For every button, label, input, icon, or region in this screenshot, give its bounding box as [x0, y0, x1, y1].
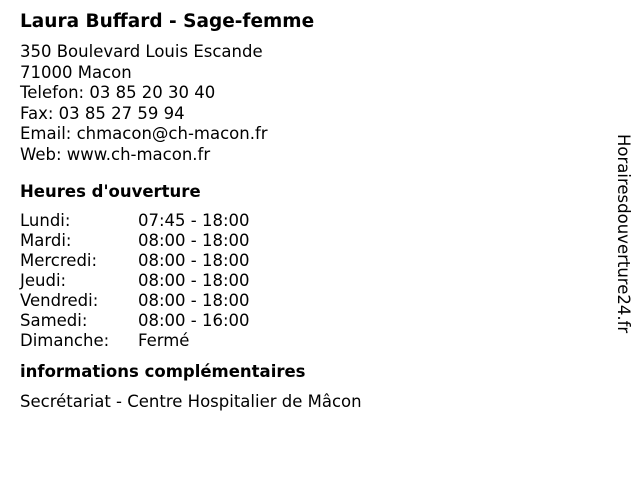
- hours-row-friday: [20, 291, 590, 311]
- email-text: Email: chmacon@ch-macon.fr: [20, 124, 268, 143]
- contact-block: [20, 42, 590, 165]
- hours-day: Samedi:: [20, 311, 88, 330]
- hours-list: [20, 211, 590, 351]
- hours-time: 08:00 - 18:00: [138, 271, 250, 290]
- fax-text: Fax: 03 85 27 59 94: [20, 103, 185, 123]
- hours-time: 08:00 - 16:00: [138, 311, 250, 330]
- business-card: [20, 10, 590, 413]
- hours-row-thursday: [20, 271, 590, 291]
- side-brand-text: Horairesdouverture24.fr: [614, 134, 633, 334]
- info-heading: informations complémentaires: [20, 362, 306, 381]
- web-text: Web: www.ch-macon.fr: [20, 144, 211, 164]
- hours-day: Dimanche:: [20, 331, 110, 350]
- phone-text: Telefon: 03 85 20 30 40: [20, 83, 216, 102]
- hours-row-saturday: [20, 311, 590, 331]
- business-title: Laura Buffard - Sage-femme: [20, 11, 315, 32]
- hours-day: Mardi:: [20, 231, 72, 250]
- hours-row-tuesday: [20, 231, 590, 251]
- hours-row-wednesday: [20, 251, 590, 271]
- hours-day: Jeudi:: [20, 271, 67, 290]
- hours-time: 08:00 - 18:00: [138, 231, 250, 250]
- hours-time: 08:00 - 18:00: [138, 251, 250, 270]
- hours-row-sunday: [20, 331, 590, 351]
- hours-day: Mercredi:: [20, 251, 98, 270]
- info-text: Secrétariat - Centre Hospitalier de Mâcon: [20, 392, 362, 411]
- hours-time: 07:45 - 18:00: [138, 211, 250, 230]
- hours-time: Fermé: [138, 331, 190, 350]
- hours-day: Lundi:: [20, 211, 71, 230]
- hours-day: Vendredi:: [20, 291, 99, 310]
- hours-time: 08:00 - 18:00: [138, 291, 250, 310]
- address-line-1: 350 Boulevard Louis Escande: [20, 42, 263, 61]
- hours-heading: Heures d'ouverture: [20, 182, 201, 201]
- hours-row-monday: [20, 211, 590, 231]
- address-line-2: 71000 Macon: [20, 62, 132, 82]
